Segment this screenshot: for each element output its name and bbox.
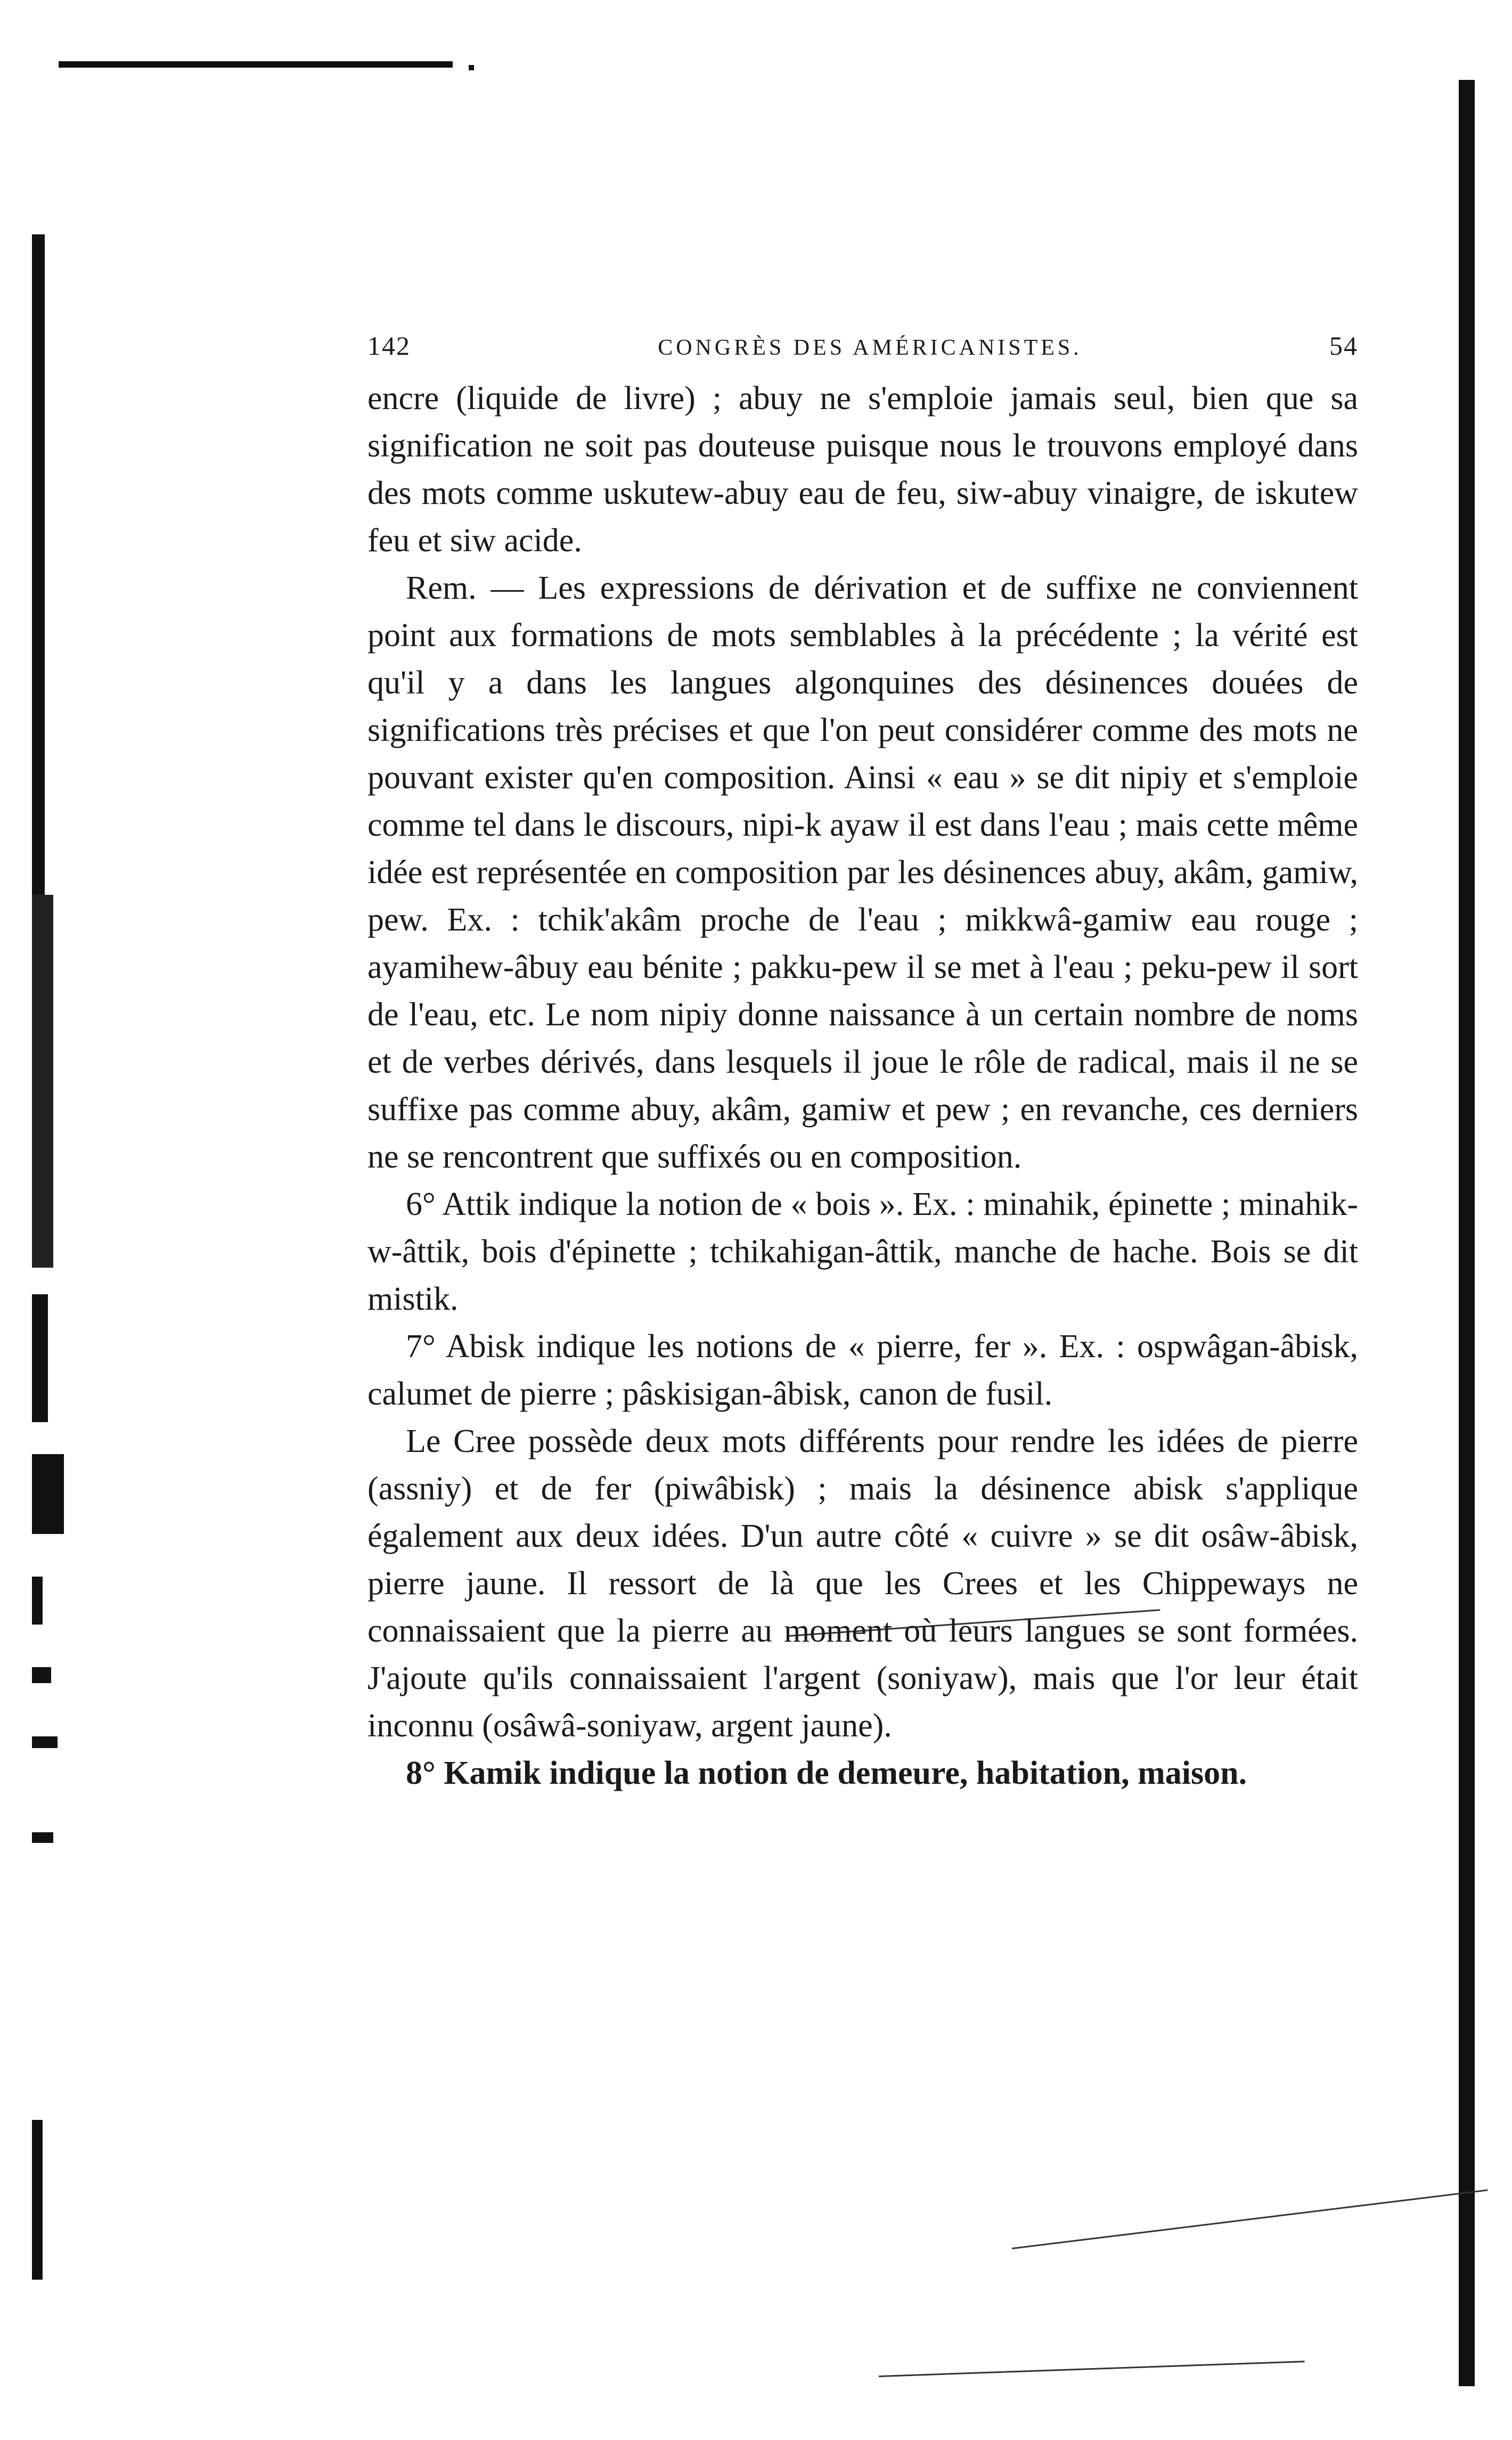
scan-artifact-top-dot bbox=[469, 65, 474, 70]
paragraph-cree-note: Le Cree possède deux mots différents pour rendre les idées de pierre (assniy) et de fer (piwâbisk) ; mais la désinence abisk s'applique également aux deux idées. D'un autre côté « cuivre » se dit osâw-âbisk, pierre jaune. Il ressort de là que les Crees et les Chippeways ne connaissaient que la pierre au moment où leurs langues se sont formées. J'ajoute qu'ils connaissaient l'argent (soniyaw), mais que l'or leur était inconnu (osâwâ-soniyaw, argent jaune). bbox=[367, 1423, 1358, 1744]
paragraph-abisk: 7° Abisk indique les notions de « pierre, fer ». Ex. : ospwâgan-âbisk, calumet de pierre ; pâskisigan-âbisk, canon de fusil. bbox=[367, 1328, 1358, 1412]
scanned-page-edge bbox=[1459, 80, 1475, 2386]
pencil-stroke bbox=[1012, 2189, 1488, 2249]
paragraph-attik: 6° Attik indique la notion de « bois ». Ex. : minahik, épinette ; minahik-w-âttik, bois d'épinette ; tchikahigan-âttik, manche de hache. Bois se dit mistik. bbox=[367, 1186, 1358, 1317]
paragraph-continuation: encre (liquide de livre) ; abuy ne s'emploie jamais seul, bien que sa signification ne soit pas douteuse puisque nous le trouvons employé dans des mots comme uskutew-abuy eau de feu, siw-abuy vinaigre, de iskutew feu et siw acide. bbox=[367, 380, 1358, 559]
scanned-binding-edge bbox=[32, 202, 101, 2397]
page bbox=[367, 330, 1358, 1797]
running-header bbox=[367, 330, 1358, 375]
scan-artifact-top bbox=[59, 61, 453, 68]
running-title: CONGRÈS DES AMÉRICANISTES. bbox=[658, 336, 1082, 360]
folio-number: 54 bbox=[1329, 331, 1358, 361]
paragraph-kamik: 8° Kamik indique la notion de demeure, habitation, maison. bbox=[406, 1755, 1247, 1791]
page-number: 142 bbox=[367, 331, 411, 361]
body-text bbox=[367, 375, 1358, 1797]
pencil-stroke bbox=[879, 2361, 1305, 2377]
paragraph-remark: Rem. — Les expressions de dérivation et de suffixe ne conviennent point aux formations de mots semblables à la précédente ; la vérité est qu'il y a dans les langues algonquines des désinences douées de significations très précises et que l'on peut considérer comme des mots ne pouvant exister qu'en composition. Ainsi « eau » se dit nipiy et s'emploie comme tel dans le discours, nipi-k ayaw il est dans l'eau ; mais cette même idée est représentée en composition par les désinences abuy, akâm, gamiw, pew. Ex. : tchik'akâm proche de l'eau ; mikkwâ-gamiw eau rouge ; ayamihew-âbuy eau bénite ; pakku-pew il se met à l'eau ; peku-pew il sort de l'eau, etc. Le nom nipiy donne naissance à un certain nombre de noms et de verbes dérivés, dans lesquels il joue le rôle de radical, mais il ne se suffixe pas comme abuy, akâm, gamiw et pew ; en revanche, ces derniers ne se rencontrent que suffixés ou en composition. bbox=[367, 570, 1358, 1175]
